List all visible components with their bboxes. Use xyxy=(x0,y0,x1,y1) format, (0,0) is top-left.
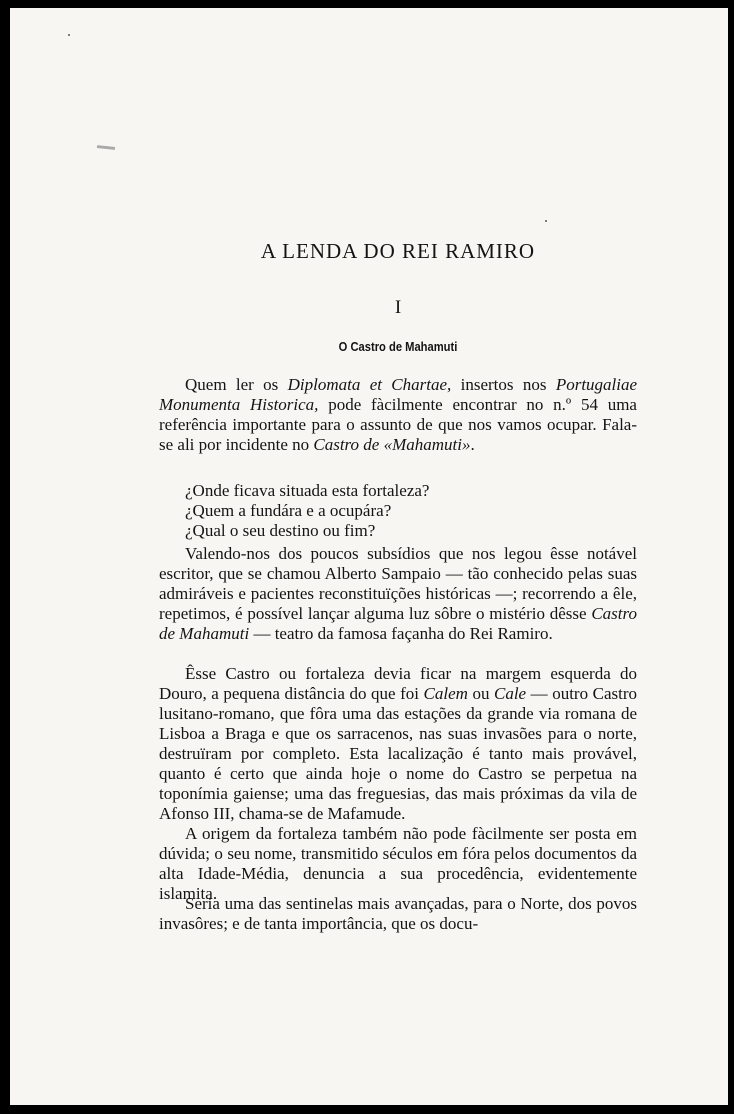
paragraph-1: Quem ler os Diplomata et Chartae, insertos nos Portugaliae Monumenta Historica, pode fàcilmente encontrar no n.º 54 uma referência importante para o assunto de que nos vamos ocupar. Fala-se ali por incidente no Castro de «Mahamuti». xyxy=(159,375,638,454)
question-line: ¿Qual o seu destino ou fim? xyxy=(185,521,376,540)
ink-dot xyxy=(68,34,70,36)
question-line: ¿Onde ficava situada esta fortaleza? xyxy=(185,481,430,500)
paragraph-3: Êsse Castro ou fortaleza devia ficar na margem esquerda do Douro, a pequena distância do que foi Calem ou Cale — outro Castro lusitano-romano, que fôra uma das estações da grande via romana de Lisboa a Braga e que os sarracenos, nas suas invasões para o norte, destruïram por completo. Esta lacalização é tanto mais provável, quanto é certo que ainda hoje o nome do Castro se perpetua na toponímia gaiense; uma das freguesias, das mais próximas da vila de Afonso III, chama-se de Mafamude. xyxy=(159,664,637,823)
ink-dot xyxy=(545,220,547,222)
question-list xyxy=(185,481,429,541)
paragraph-5: Seria uma das sentinelas mais avançadas, para o Norte, dos povos invasôres; e de tanta importância, que os docu- xyxy=(159,894,637,933)
ink-speck xyxy=(97,145,115,150)
paragraph-4: A origem da fortaleza também não pode fàcilmente ser posta em dúvida; o seu nome, transmitido séculos em fóra pelos documentos da alta Idade-Média, denuncia a sua procedência, evidentemente islamita. xyxy=(159,824,637,903)
page-title: A LENDA DO REI RAMIRO xyxy=(260,239,536,263)
scanned-page xyxy=(10,8,728,1105)
section-title: O Castro de Mahamuti xyxy=(338,339,458,354)
question-line: ¿Quem a fundára e a ocupára? xyxy=(185,501,392,520)
chapter-numeral: I xyxy=(394,297,402,318)
paragraph-2: Valendo-nos dos poucos subsídios que nos legou êsse notável escritor, que se chamou Alberto Sampaio — tão conhecido pelas suas admiráveis e pacientes reconstituïções históricas —; recorrendo a êle, repetimos, é possível lançar alguma luz sôbre o mistério dêsse Castro de Mahamuti — teatro da famosa façanha do Rei Ramiro. xyxy=(159,544,637,643)
